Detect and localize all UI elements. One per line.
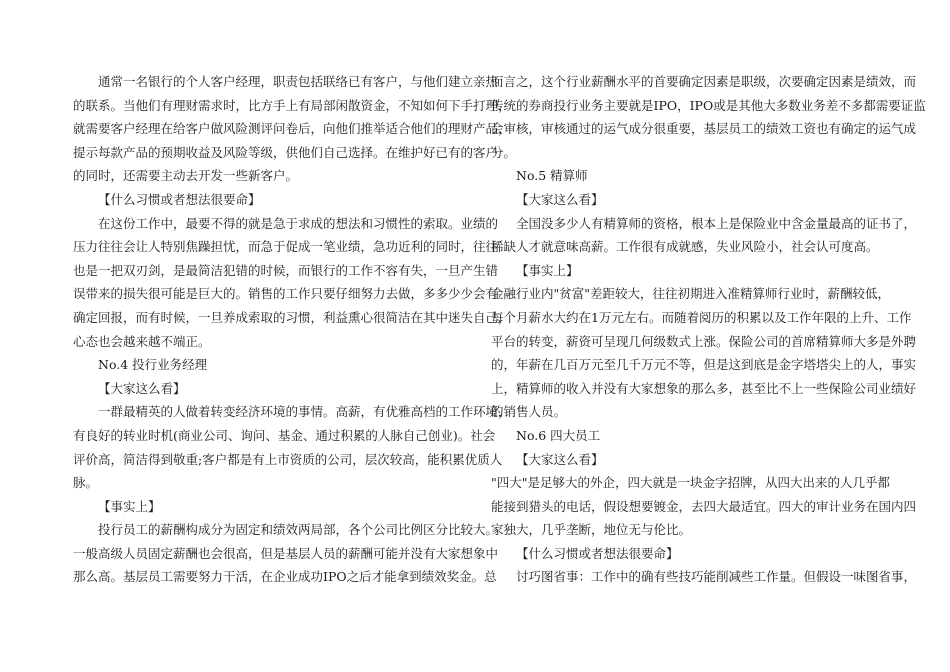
right-column-line: 每个月薪水大约在1万元左右。而随着阅历的积累以及工作年限的上升、工作 [491,309,912,325]
left-column-line: 误带来的损失很可能是巨大的。销售的工作只要仔细努力去做，多多少少会有 [73,286,499,302]
left-column-line: 的同时，还需要主动去开发一些新客户。 [73,168,299,184]
right-column-line: 平台的转变，薪资可呈现几何级数式上涨。保险公司的首席精算师大多是外聘 [491,333,917,349]
left-column-line: 那么高。基层员工需要努力干活，在企业成功IPO之后才能拿到绩效奖金。总 [73,569,497,585]
left-column-line: 在这份工作中，最要不得的就是急于求成的想法和习惯性的索取。业绩的 [98,215,499,231]
right-column-line: 【事实上】 [516,262,579,278]
left-column-line: No.4 投行业务经理 [98,357,208,373]
left-column-line: 压力往往会让人特别焦躁担忧，而急于促成一笔业绩，急功近利的同时，往往 [73,239,499,255]
left-column-line: 心态也会越来越不端正。 [73,333,211,349]
left-column-line: 通常一名银行的个人客户经理，职责包括联络已有客户，与他们建立亲热 [98,74,499,89]
left-column [73,70,511,589]
left-column-line: 有良好的转业时机(商业公司、询问、基金、通过积累的人脉自己创业)。社会 [73,427,496,443]
right-column-line: 【大家这么看】 [516,191,604,207]
right-column-line: 全国没多少人有精算师的资格，根本上是保险业中含金量最高的证书了， [516,215,917,231]
left-column-line: 【什么习惯或者想法很要命】 [98,191,261,207]
left-column-line: 脉。 [73,475,99,491]
left-column-line: 的联系。当他们有理财需求时，比方手上有局部闲散资金，不知如何下手打理， [73,97,511,113]
left-column-line: 确定回报，而有时候，一旦养成索取的习惯，利益熏心很简洁在其中迷失自己， [73,309,511,325]
right-column-line: 的，年薪在几百万元至几千万元不等，但是这到底是金字塔塔尖上的人，事实 [491,357,917,373]
left-column-line: 就需要客户经理在给客户做风险测评问卷后，向他们推举适合他们的理财产品， [73,121,511,137]
right-column-line: 【什么习惯或者想法很要命】 [516,545,679,561]
right-column-line: 讨巧图省事：工作中的确有些技巧能削减些工作量。但假设一味图省事， [516,569,917,585]
right-column-line: 家独大，几乎垄断，地位无与伦比。 [491,522,692,538]
right-column-line: 而言之，这个行业薪酬水平的首要确定因素是职级，次要确定因素是绩效，而 [491,74,917,89]
right-column-line: "四大"是足够大的外企，四大就是一块金字招牌，从四大出来的人几乎都 [491,475,891,491]
left-column-line: 一群最精英的人做着转变经济环境的事情。高薪，有优雅高档的工作环境， [98,404,511,420]
right-column-line: 金融行业内"贫富"差距较大，往往初期进入准精算师行业时，薪酬较低， [491,286,891,302]
right-column-line: No.5 精算师 [516,168,588,184]
right-column-line: No.6 四大员工 [516,427,601,443]
left-column-line: 评价高，简洁得到敬重;客户都是有上市资质的公司，层次较高，能积累优质人 [73,451,503,467]
right-column-line: 会审核，审核通过的运气成分很重要，基层员工的绩效工资也有确定的运气成 [491,121,917,137]
right-column-line: 稀缺人才就意味高薪。工作很有成就感，失业风险小，社会认可度高。 [491,239,879,255]
left-column-line: 【大家这么看】 [98,380,186,396]
right-column [491,70,926,589]
left-column-line: 一般高级人员固定薪酬也会很高，但是基层人员的薪酬可能并没有大家想象中 [73,545,499,561]
right-column-line: 【大家这么看】 [516,451,604,467]
left-column-line: 提示每款产品的预期收益及风险等级，供他们自己选择。在维护好已有的客户 [73,144,499,160]
right-column-line: 上，精算师的收入并没有大家想象的那么多，甚至比不上一些保险公司业绩好 [491,380,917,396]
left-column-line: 【事实上】 [98,498,161,514]
left-column-line: 投行员工的薪酬构成分为固定和绩效两局部，各个公司比例区分比较大。 [98,522,499,538]
left-column-line: 也是一把双刃剑，是最简洁犯错的时候，而银行的工作不容有失，一旦产生错 [73,262,499,278]
right-column-line: 的销售人员。 [491,404,567,420]
right-column-line: 分。 [491,144,517,160]
right-column-line: 传统的券商投行业务主要就是IPO，IPO或是其他大多数业务差不多都需要证监 [491,97,926,113]
right-column-line: 能接到猎头的电话，假设想要镀金，去四大最适宜。四大的审计业务在国内四 [491,498,917,514]
